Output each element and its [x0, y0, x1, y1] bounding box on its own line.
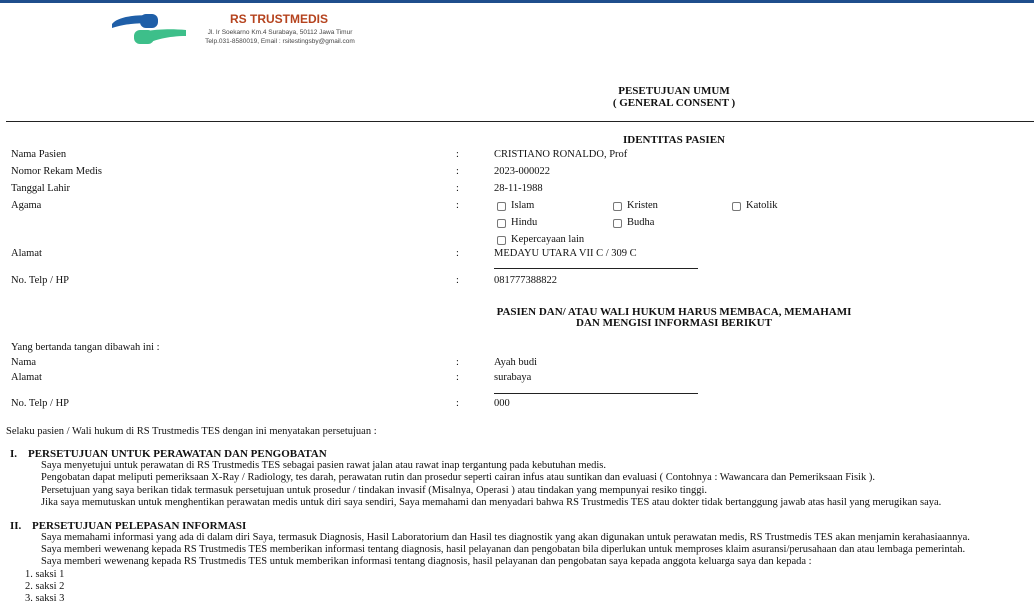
witness-item: 2. saksi 2	[25, 581, 65, 592]
field-colon: :	[456, 275, 459, 286]
field-label-phone: No. Telp / HP	[11, 275, 69, 286]
guardian-label-name: Nama	[11, 357, 37, 368]
witness-item: 3. saksi 3	[25, 593, 65, 604]
top-accent-bar	[0, 0, 1034, 3]
field-colon: :	[456, 357, 459, 368]
section-title-text: PERSETUJUAN PELEPASAN INFORMASI	[32, 520, 247, 532]
section-paragraph: Saya memberi wewenang kepada RS Trustmedis TES memberikan informasi tentang diagnosis, hasil pelayanan dan pengobatan bila diperlukan untuk memproses klaim asuransi/perusahaan dan atau lembaga pemerintah.	[41, 544, 966, 555]
document-title	[574, 85, 774, 109]
section-title-text: PERSETUJUAN UNTUK PERAWATAN DAN PENGOBATAN	[28, 448, 327, 460]
guardian-value-address: surabaya	[494, 372, 532, 383]
section-paragraph: Pengobatan dapat meliputi pemeriksaan X-Ray / Radiology, tes darah, perawatan rutin dan prosedur seperti cairan infus atau suntikan dan evaluasi ( Contohnya : Wawancara dan Pemeriksaan Fisik ).	[41, 472, 875, 483]
section-number: II.	[10, 520, 22, 532]
hospital-address-line: Jl. Ir Soekarno Km.4 Surabaya, 50112 Jawa Timur	[207, 29, 353, 36]
field-colon: :	[456, 200, 459, 211]
religion-option-label: Katolik	[746, 200, 778, 211]
checkbox-box[interactable]	[732, 202, 741, 211]
document-title-main: PESETUJUAN UMUM	[618, 85, 730, 97]
hospital-address	[190, 28, 370, 46]
checkbox-box[interactable]	[497, 236, 506, 245]
field-value-patient-name: CRISTIANO RONALDO, Prof	[494, 149, 628, 160]
address-underline	[494, 268, 698, 269]
field-colon: :	[456, 248, 459, 259]
field-colon: :	[456, 398, 459, 409]
section-paragraph: Saya memberi wewenang kepada RS Trustmedis TES untuk memberikan informasi tentang diagnosis, hasil pelayanan dan pengobatan saya kepada anggota keluarga saya dan kepada :	[41, 556, 812, 567]
field-colon: :	[456, 372, 459, 383]
guardian-heading-line: PASIEN DAN/ ATAU WALI HUKUM HARUS MEMBACA, MEMAHAMI	[496, 306, 852, 318]
hospital-name: RS TRUSTMEDIS	[229, 12, 328, 26]
checkbox-box[interactable]	[613, 202, 622, 211]
guardian-value-name: Ayah budi	[494, 357, 538, 368]
religion-option-label: Hindu	[511, 217, 538, 228]
field-value-birth-date: 28-11-1988	[494, 183, 543, 194]
section-paragraph: Saya menyetujui untuk perawatan di RS Trustmedis TES sebagai pasien rawat jalan atau rawat inap tergantung pada kebutuhan medis.	[41, 460, 607, 471]
hospital-contact-line: Telp.031-8580019, Email : rsitestingsby@gmail.com	[205, 38, 355, 45]
consent-statement: Selaku pasien / Wali hukum di RS Trustmedis TES dengan ini menyatakan persetujuan :	[6, 426, 377, 437]
religion-checkbox-kristen[interactable]	[613, 199, 658, 213]
religion-option-label: Islam	[511, 200, 535, 211]
trustmedis-logo-icon	[110, 12, 190, 46]
field-colon: :	[456, 149, 459, 160]
religion-option-label: Budha	[627, 217, 655, 228]
checkbox-box[interactable]	[497, 202, 506, 211]
field-label-address: Alamat	[11, 248, 42, 259]
guardian-heading-line: DAN MENGISI INFORMASI BERIKUT	[576, 317, 772, 329]
field-value-address: MEDAYU UTARA VII C / 309 C	[494, 248, 637, 259]
guardian-label-address: Alamat	[11, 372, 42, 383]
section-paragraph: Jika saya memutuskan untuk menghentikan perawatan medis untuk diri saya sendiri, Saya memahami dan menyadari bahwa RS Trustmedis TES atau dokter tidak bertanggung jawab atas hasil yang merugikan saya.	[41, 497, 942, 508]
religion-checkbox-kepercayaan-lain[interactable]	[497, 233, 584, 247]
guardian-value-phone: 000	[494, 398, 510, 409]
religion-checkbox-islam[interactable]	[497, 199, 534, 213]
witness-item: 1. saksi 1	[25, 569, 65, 580]
field-label-birth-date: Tanggal Lahir	[11, 183, 71, 194]
field-label-patient-name: Nama Pasien	[11, 149, 67, 160]
identity-heading: IDENTITAS PASIEN	[623, 134, 725, 146]
field-label-religion: Agama	[11, 200, 42, 211]
guardian-heading	[474, 307, 874, 329]
field-colon: :	[456, 166, 459, 177]
religion-option-label: Kepercayaan lain	[511, 234, 585, 245]
header-divider	[6, 121, 1034, 122]
guardian-address-underline	[494, 393, 698, 394]
section-paragraph: Persetujuan yang saya berikan tidak termasuk persetujuan untuk prosedur / tindakan invasif (Misalnya, Operasi ) atau tindakan yang mempunyai resiko tinggi.	[41, 485, 707, 496]
document-title-sub: ( GENERAL CONSENT )	[612, 97, 736, 109]
checkbox-box[interactable]	[613, 219, 622, 228]
field-value-medical-record: 2023-000022	[494, 166, 550, 177]
religion-checkbox-hindu[interactable]	[497, 216, 537, 230]
field-colon: :	[456, 183, 459, 194]
section-number: I.	[10, 448, 18, 460]
religion-checkbox-katolik[interactable]	[732, 199, 778, 213]
field-value-phone: 081777388822	[494, 275, 557, 286]
guardian-label-phone: No. Telp / HP	[11, 398, 69, 409]
field-label-medical-record: Nomor Rekam Medis	[11, 166, 102, 177]
checkbox-box[interactable]	[497, 219, 506, 228]
section-paragraph: Saya memahami informasi yang ada di dalam diri Saya, termasuk Diagnosis, Hasil Laboratorium dan Hasil tes diagnostik yang akan digunakan untuk perawatan medis, RS Trustmedis TES akan menjamin kerahasiaannya.	[41, 532, 970, 543]
religion-checkbox-budha[interactable]	[613, 216, 654, 230]
guardian-intro: Yang bertanda tangan dibawah ini :	[11, 342, 160, 353]
religion-option-label: Kristen	[627, 200, 658, 211]
